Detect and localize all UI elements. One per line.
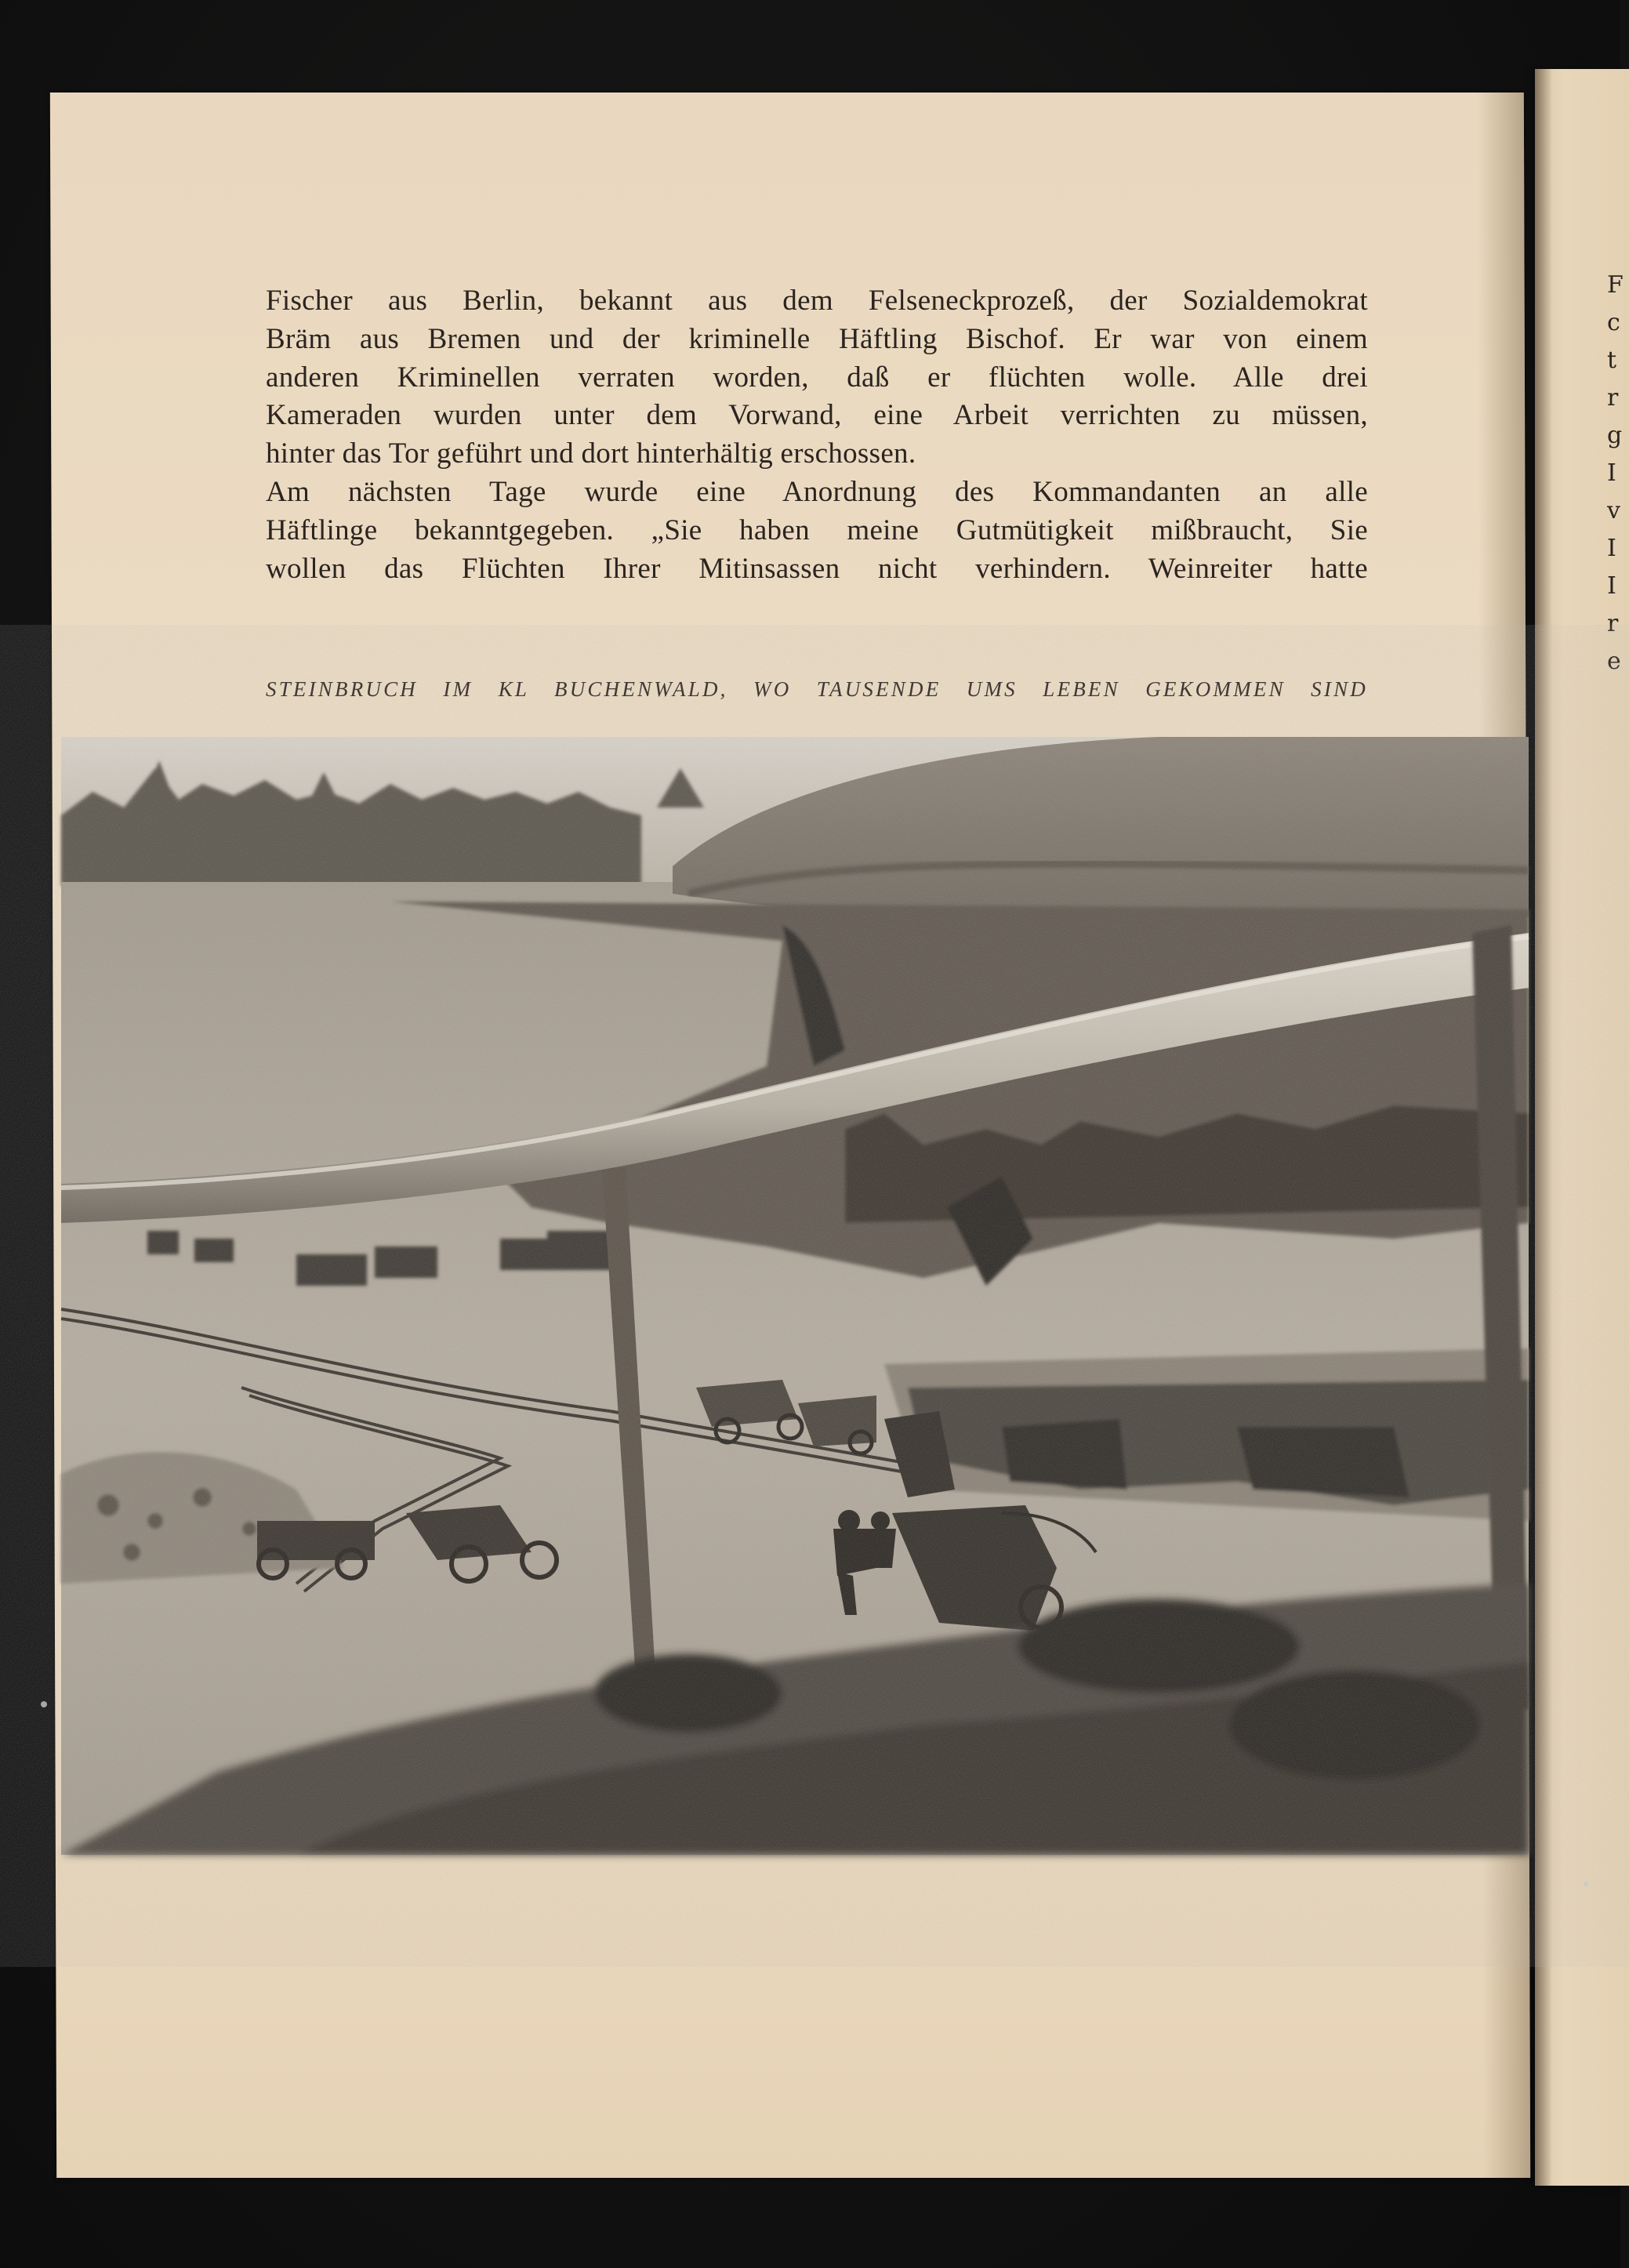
dust-speck [41,1701,47,1707]
text-line: Häftlinge bekanntgegeben. „Sie haben meine Gutmütigkeit mißbraucht, Sie [266,513,1368,546]
body-paragraph [266,282,1368,588]
edge-letter: g [1607,422,1623,449]
text-line: Am nächsten Tage wurde eine Anordnung des Kommandanten an alle [266,475,1368,508]
text-line: anderen Kriminellen verraten worden, daß er flüchten wolle. Alle drei [266,361,1368,394]
text-line: Fischer aus Berlin, bekannt aus dem Felseneckprozeß, der Sozialdemokrat [266,285,1368,317]
edge-letter: r [1607,610,1619,637]
edge-letter: t [1607,347,1617,374]
edge-letter: e [1607,648,1621,675]
edge-letter: F [1607,271,1624,299]
photo-caption: STEINBRUCH IM KL BUCHENWALD, WO TAUSENDE UMS LEBEN GEKOMMEN SIND [266,677,1368,701]
spine-shadow [1535,69,1552,2186]
text-line: hinter das Tor geführt und dort hinterhältig erschossen. [266,437,916,470]
edge-letter: I [1607,535,1616,562]
edge-letter: r [1607,384,1619,412]
edge-letter: v [1607,497,1620,524]
dust-speck [1584,1882,1588,1886]
text-line: Bräm aus Bremen und der kriminelle Häftling Bischof. Er war von einem [266,322,1368,355]
text-line: wollen das Flüchten Ihrer Mitinsassen nicht verhindern. Weinreiter hatte [266,552,1368,585]
quarry-photograph [61,737,1529,1855]
edge-letter: c [1607,309,1620,336]
text-line: Kameraden wurden unter dem Vorwand, eine Arbeit verrichten zu müssen, [266,399,1368,432]
adjacent-page-letters [1607,267,1623,680]
edge-letter: I [1607,572,1616,600]
edge-letter: I [1607,459,1616,487]
